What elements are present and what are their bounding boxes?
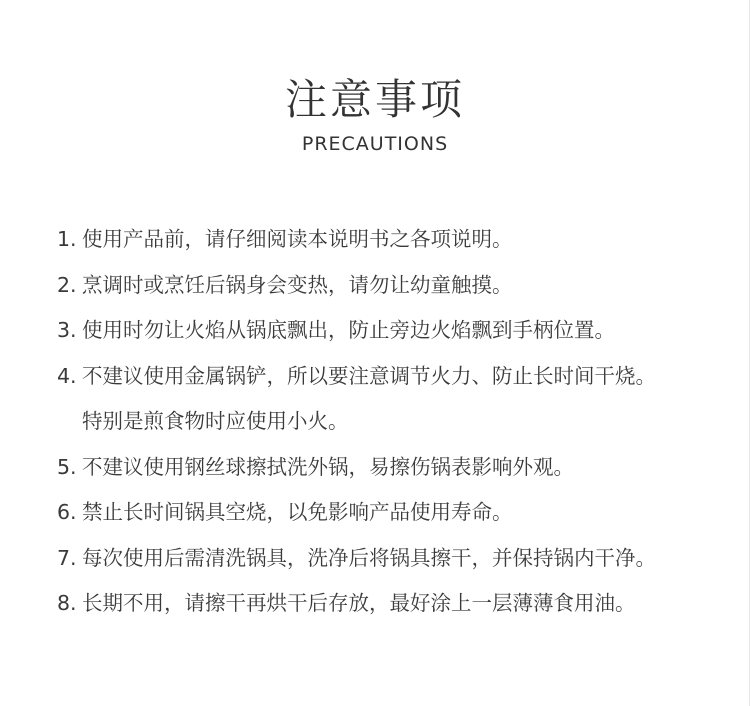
list-item-4-continuation [57, 399, 737, 445]
item-number: 7. [57, 545, 77, 570]
item-number: 8. [57, 591, 77, 615]
item-number: 1. [57, 227, 77, 251]
item-text: 禁止长时间锅具空烧，以免影响产品使用寿命。 [82, 500, 513, 524]
list-item-4 [57, 354, 737, 400]
item-text: 特别是煎食物时应使用小火。 [82, 409, 349, 433]
list-item-5 [57, 445, 737, 491]
list-item-3 [57, 308, 737, 354]
list-item-7 [57, 536, 737, 582]
item-text: 使用产品前，请仔细阅读本说明书之各项说明。 [82, 227, 513, 251]
item-number: 6. [57, 500, 77, 524]
item-number: 4. [57, 363, 77, 388]
page-header [0, 72, 750, 156]
item-text: 不建议使用金属锅铲，所以要注意调节火力、防止长时间干烧。 [82, 363, 656, 388]
page-title: 注意事项 [284, 75, 465, 124]
item-number: 2. [57, 272, 77, 297]
list-item-2 [57, 263, 737, 309]
item-number: 3. [57, 318, 77, 342]
item-text: 使用时勿让火焰从锅底飘出，防止旁边火焰飘到手柄位置。 [82, 318, 615, 342]
list-item-8 [57, 581, 737, 627]
item-text: 每次使用后需清洗锅具，洗净后将锅具擦干，并保持锅内干净。 [82, 545, 656, 570]
list-item-1 [57, 217, 737, 263]
item-number: 5. [57, 454, 77, 479]
page-subtitle: PRECAUTIONS [301, 133, 449, 155]
precautions-list [57, 217, 737, 627]
list-item-6 [57, 490, 737, 536]
item-text: 不建议使用钢丝球擦拭洗外锅，易擦伤锅表影响外观。 [82, 454, 574, 479]
item-text: 烹调时或烹饪后锅身会变热，请勿让幼童触摸。 [82, 272, 513, 297]
item-text: 长期不用，请擦干再烘干后存放，最好涂上一层薄薄食用油。 [82, 591, 636, 615]
